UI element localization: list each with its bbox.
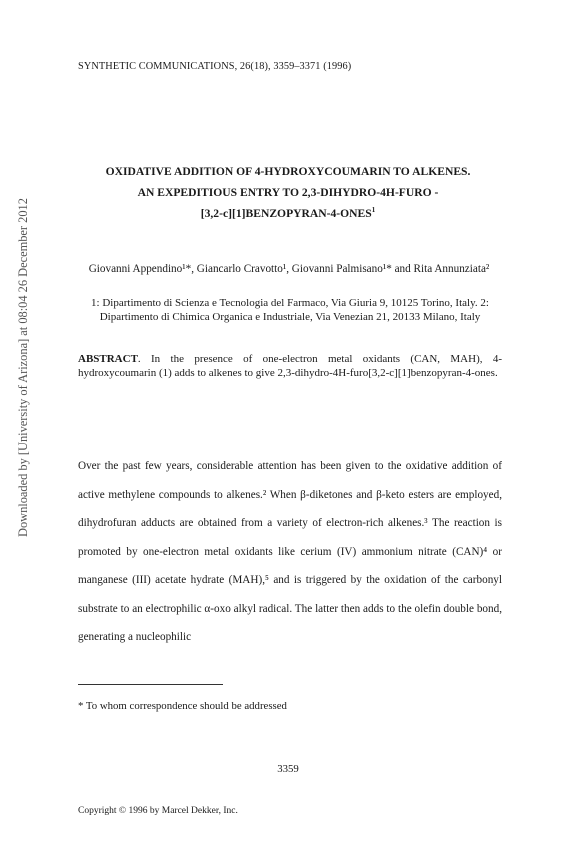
abstract bbox=[78, 352, 502, 380]
page-number: 3359 bbox=[277, 763, 299, 775]
title-line-3-text: [3,2-c][1]BENZOPYRAN-4-ONES bbox=[200, 207, 372, 220]
title-line-1: OXIDATIVE ADDITION OF 4-HYDROXYCOUMARIN TO ALKENES. bbox=[105, 165, 471, 178]
title-line-2: AN EXPEDITIOUS ENTRY TO 2,3-DIHYDRO-4H-FURO - bbox=[137, 186, 439, 199]
correspondence-footnote: * To whom correspondence should be addressed bbox=[78, 700, 287, 712]
journal-citation: SYNTHETIC COMMUNICATIONS, 26(18), 3359–3371 (1996) bbox=[78, 61, 352, 72]
author-list: Giovanni Appendino¹*, Giancarlo Cravotto¹, Giovanni Palmisano¹* and Rita Annunziata² bbox=[88, 263, 490, 275]
body-text bbox=[78, 452, 502, 652]
abstract-text: . In the presence of one-electron metal oxidants (CAN, MAH), 4-hydroxycoumarin (1) adds to alkenes to give 2,3-dihydro-4H-furo[3,2-c][1]benzopyran-4-ones. bbox=[78, 353, 502, 379]
title-line-3 bbox=[62, 203, 514, 224]
title-footnote-mark: 1 bbox=[371, 206, 376, 215]
footnote-rule bbox=[78, 684, 223, 685]
download-watermark: Downloaded by [University of Arizona] at 08:04 26 December 2012 bbox=[16, 198, 30, 537]
article-title bbox=[62, 161, 514, 224]
affiliations: 1: Dipartimento di Scienza e Tecnologia del Farmaco, Via Giuria 9, 10125 Torino, Italy. 2: Dipartimento di Chimica Organica e Industriale, Via Venezian 21, 20133 Milano, Italy bbox=[91, 297, 489, 323]
body-paragraph: Over the past few years, considerable attention has been given to the oxidative addition of active methylene compounds to alkenes.² When β-diketones and β-keto esters are employed, dihydrofuran adducts are obtained from a variety of electron-rich alkenes.³ The reaction is promoted by one-electron metal oxidants like cerium (IV) ammonium nitrate (CAN)⁴ or manganese (III) acetate hydrate (MAH),⁵ and is triggered by the oxidation of the carbonyl substrate to an electrophilic α-oxo alkyl radical. The latter then adds to the olefin double bond, generating a nucleophilic bbox=[78, 460, 502, 643]
copyright-notice: Copyright © 1996 by Marcel Dekker, Inc. bbox=[78, 806, 238, 816]
abstract-label: ABSTRACT bbox=[78, 353, 138, 365]
